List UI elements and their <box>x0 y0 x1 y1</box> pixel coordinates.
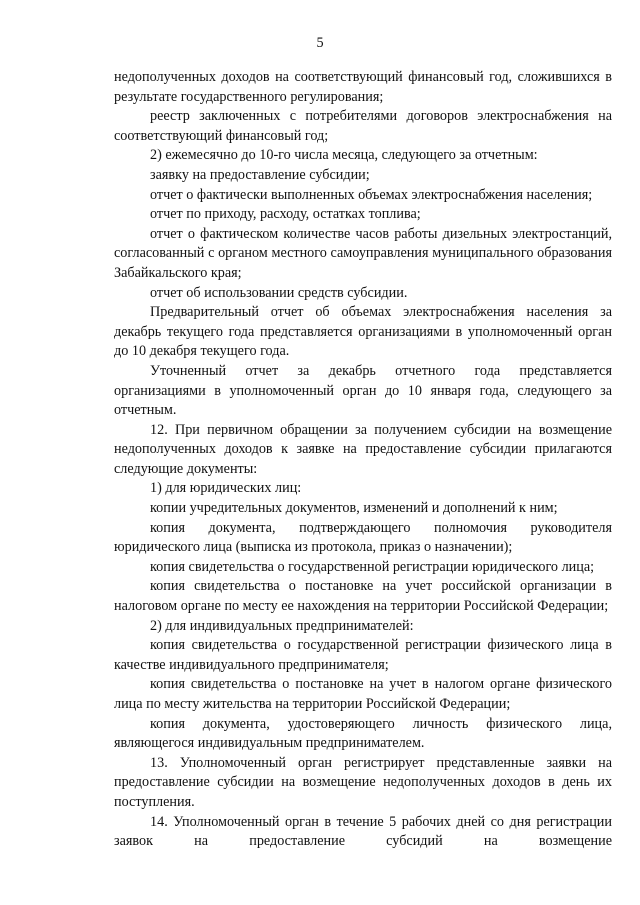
paragraph: недополученных доходов на соответствующий финансовый год, сложившихся в результате государственного регулирования; <box>114 69 612 105</box>
paragraph: копия документа, подтверждающего полномочия руководителя юридического лица (выписка из протокола, приказ о назначении); <box>114 519 612 556</box>
document-body <box>114 68 612 852</box>
paragraph: копия свидетельства о государственной регистрации юридического лица; <box>150 558 595 575</box>
paragraph: Предварительный отчет об объемах электроснабжения населения за декабрь текущего года представляется организациями в уполномоченный орган до 10 декабря текущего года. <box>114 304 612 360</box>
paragraph: 14. Уполномоченный орган в течение 5 рабочих дней со дня регистрации заявок на предоставление субсидий на возмещение <box>114 813 612 850</box>
paragraph: отчет об использовании средств субсидии. <box>150 284 408 301</box>
paragraph: 2) для индивидуальных предпринимателей: <box>150 617 414 634</box>
paragraph: 13. Уполномоченный орган регистрирует представленные заявки на предоставление субсидии на возмещение недополученных доходов в день их поступления. <box>114 754 612 810</box>
paragraph: реестр заключенных с потребителями договоров электроснабжения на соответствующий финансовый год; <box>114 108 612 144</box>
paragraph: отчет по приходу, расходу, остатках топлива; <box>150 206 421 223</box>
paragraph: копия свидетельства о постановке на учет в налогом органе физического лица по месту жительства на территории Российской Федерации; <box>114 676 612 712</box>
paragraph: копия свидетельства о государственной регистрации физического лица в качестве индивидуального предпринимателя; <box>114 637 612 673</box>
paragraph: копия документа, удостоверяющего личность физического лица, являющегося индивидуальным предпринимателем. <box>114 715 612 752</box>
paragraph: копии учредительных документов, изменений и дополнений к ним; <box>150 500 558 517</box>
paragraph: отчет о фактическом количестве часов работы дизельных электростанций, согласованный с органом местного самоуправления муниципального образования Забайкальского края; <box>114 225 612 281</box>
paragraph: 1) для юридических лиц: <box>150 480 302 497</box>
page-number: 5 <box>316 35 324 51</box>
paragraph: 12. При первичном обращении за получением субсидии на возмещение недополученных доходов к заявке на предоставление субсидии прилагаются следующие документы: <box>114 421 612 477</box>
paragraph: отчет о фактически выполненных объемах электроснабжения населения; <box>150 186 593 203</box>
paragraph: заявку на предоставление субсидии; <box>150 166 370 183</box>
paragraph: копия свидетельства о постановке на учет российской организации в налоговом органе по месту ее нахождения на территории Российской Федерации; <box>114 578 612 615</box>
paragraph: 2) ежемесячно до 10-го числа месяца, следующего за отчетным: <box>150 147 538 164</box>
paragraph: Уточненный отчет за декабрь отчетного года представляется организациями в уполномоченный орган до 10 января года, следующего за отчетным. <box>114 362 612 419</box>
